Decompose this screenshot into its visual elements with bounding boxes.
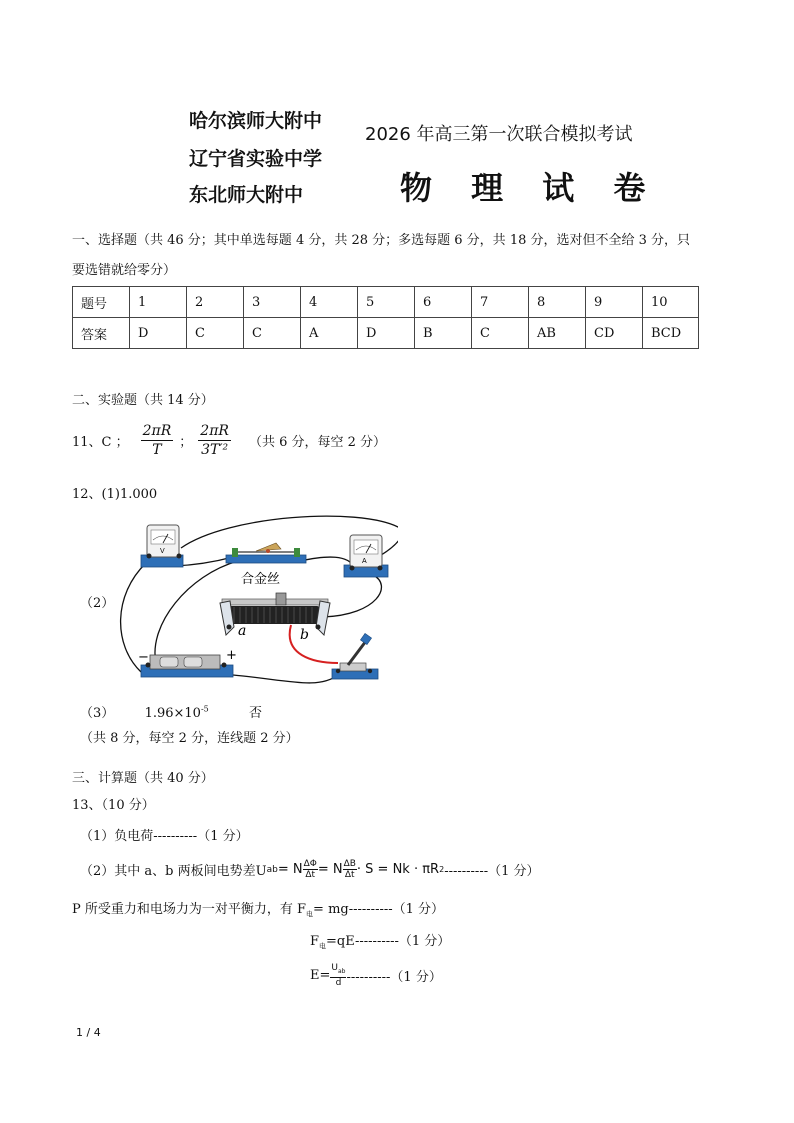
q13-line2-score: ----------（1 分）: [444, 864, 540, 879]
voltmeter: [141, 525, 183, 567]
red-wire: [290, 625, 338, 663]
row-label-answer: 答案: [73, 318, 130, 349]
q13-line5-fraction: [330, 963, 346, 988]
battery-plus-label: +: [226, 648, 237, 663]
table-cell: 3: [244, 287, 301, 318]
fraction-numerator: [330, 963, 346, 978]
table-cell: 4: [301, 287, 358, 318]
fraction-numerator: ΔB: [343, 859, 356, 869]
q13-line2-tail: · S = Nk · πR: [356, 862, 440, 877]
battery-minus-label: −: [138, 650, 149, 665]
page-number: 1 / 4: [76, 1026, 101, 1039]
q11-answer: [72, 423, 386, 458]
school-name-2: 辽宁省实验中学: [189, 148, 323, 170]
table-cell: AB: [529, 318, 586, 349]
q13-line5-a: E=: [310, 967, 331, 983]
q12-part3-label: （3）: [80, 706, 115, 721]
q13-line2-fraction-2: [343, 859, 357, 880]
school-name-3: 东北师大附中: [189, 184, 304, 206]
voltmeter-label: V: [160, 548, 165, 555]
table-cell: 8: [529, 287, 586, 318]
q11-fraction-1: [141, 423, 174, 458]
q13-line2-prefix: （2）其中 a、b 两板间电势差U: [80, 864, 267, 879]
q13-line3: [72, 898, 444, 920]
table-cell: D: [130, 318, 187, 349]
q13-title: 13、（10 分）: [72, 798, 155, 813]
table-cell: 9: [586, 287, 643, 318]
section3-heading: 三、计算题（共 40 分）: [72, 771, 214, 786]
section1-heading-line2: 要选错就给零分）: [72, 263, 177, 278]
rheostat: [220, 593, 330, 635]
table-cell: A: [301, 318, 358, 349]
q13-line2-subscript: ab: [266, 864, 278, 875]
q13-line2-eq2: = N: [317, 862, 343, 877]
fraction-denominator: Δt: [344, 870, 355, 880]
q13-line4: [310, 930, 450, 952]
table-cell: 6: [415, 287, 472, 318]
table-cell: 5: [358, 287, 415, 318]
fraction-numerator: ΔΦ: [303, 859, 317, 869]
battery-pack: [141, 655, 233, 677]
table-cell: C: [472, 318, 529, 349]
section1-heading-line1: 一、选择题（共 46 分；其中单选每题 4 分，共 28 分；多选每题 6 分，共 18 分，选对但不全给 3 分，只: [72, 233, 691, 248]
q12-part2-label: （2）: [80, 596, 115, 611]
knife-switch: [332, 633, 378, 679]
wire-ammeter-to-rheostat: [323, 575, 381, 617]
q13-line2-eq1: = N: [277, 862, 303, 877]
school-name-1: 哈尔滨师大附中: [189, 110, 323, 132]
q12-score-note: （共 8 分，每空 2 分，连线题 2 分）: [80, 731, 299, 746]
table-cell: 2: [187, 287, 244, 318]
alloy-wire-label: 合金丝: [241, 572, 281, 587]
fraction-denominator: d: [335, 977, 342, 988]
table-cell: C: [244, 318, 301, 349]
q13-line5-b: ----------（1 分）: [346, 969, 442, 985]
fraction-denominator: Δt: [305, 870, 316, 880]
q13-line2: [80, 859, 540, 880]
terminal-a-label: a: [238, 623, 247, 639]
q13-line5: [310, 963, 442, 988]
ammeter: [344, 535, 388, 577]
q11-score-note: （共 6 分，每空 2 分）: [248, 435, 387, 450]
table-cell: CD: [586, 318, 643, 349]
q11-prefix: 11、C ；: [72, 435, 129, 450]
fraction-numerator: 2πR: [142, 423, 172, 439]
q13-line1: （1）负电荷----------（1 分）: [80, 829, 249, 844]
q13-line4-subscript: 电: [319, 942, 327, 951]
q12-part1: 12、(1)1.000: [72, 487, 158, 502]
q13-line4-a: F: [310, 934, 320, 949]
q13-line4-b: =qE----------（1 分）: [326, 934, 451, 949]
circuit-diagram: [108, 515, 398, 693]
terminal-b-label: b: [300, 627, 309, 643]
alloy-wire-board: [226, 543, 306, 563]
wire-battery-to-switch: [233, 675, 338, 683]
q13-line2-superscript: 2: [439, 865, 445, 874]
ammeter-label: A: [362, 558, 367, 565]
table-cell: D: [358, 318, 415, 349]
fraction-numerator: 2πR: [200, 423, 229, 439]
table-cell: 1: [130, 287, 187, 318]
table-cell: C: [187, 318, 244, 349]
q13-line2-fraction-1: [303, 859, 318, 880]
fraction-denominator: T: [152, 442, 162, 458]
fraction-denominator: 3T′²: [201, 442, 229, 458]
table-row-answers: [73, 318, 699, 349]
q13-line3-subscript: 电: [306, 910, 314, 919]
table-cell: BCD: [643, 318, 699, 349]
table-cell: 7: [472, 287, 529, 318]
q12-part3-answer: 否: [249, 706, 263, 721]
q11-fraction-2: [198, 423, 231, 458]
q11-separator: ；: [179, 435, 193, 450]
q12-part3-exponent: -5: [200, 704, 209, 714]
table-cell: B: [415, 318, 472, 349]
section2-heading: 二、实验题（共 14 分）: [72, 393, 214, 408]
q13-line3-a: P 所受重力和电场力为一对平衡力，有 F: [72, 902, 307, 917]
numerator-symbol: U: [331, 963, 338, 973]
q12-part3-value: 1.96×10: [144, 706, 201, 721]
subject-title: 物 理 试 卷: [400, 169, 660, 207]
table-cell: 10: [643, 287, 699, 318]
row-label-number: 题号: [73, 287, 130, 318]
table-row-numbers: [73, 287, 699, 318]
answer-table: [72, 286, 699, 349]
q13-line3-b: = mg----------（1 分）: [313, 902, 445, 917]
numerator-subscript: ab: [337, 967, 346, 975]
exam-title: 2026 年高三第一次联合模拟考试: [365, 124, 633, 145]
q12-part3: [80, 702, 262, 721]
